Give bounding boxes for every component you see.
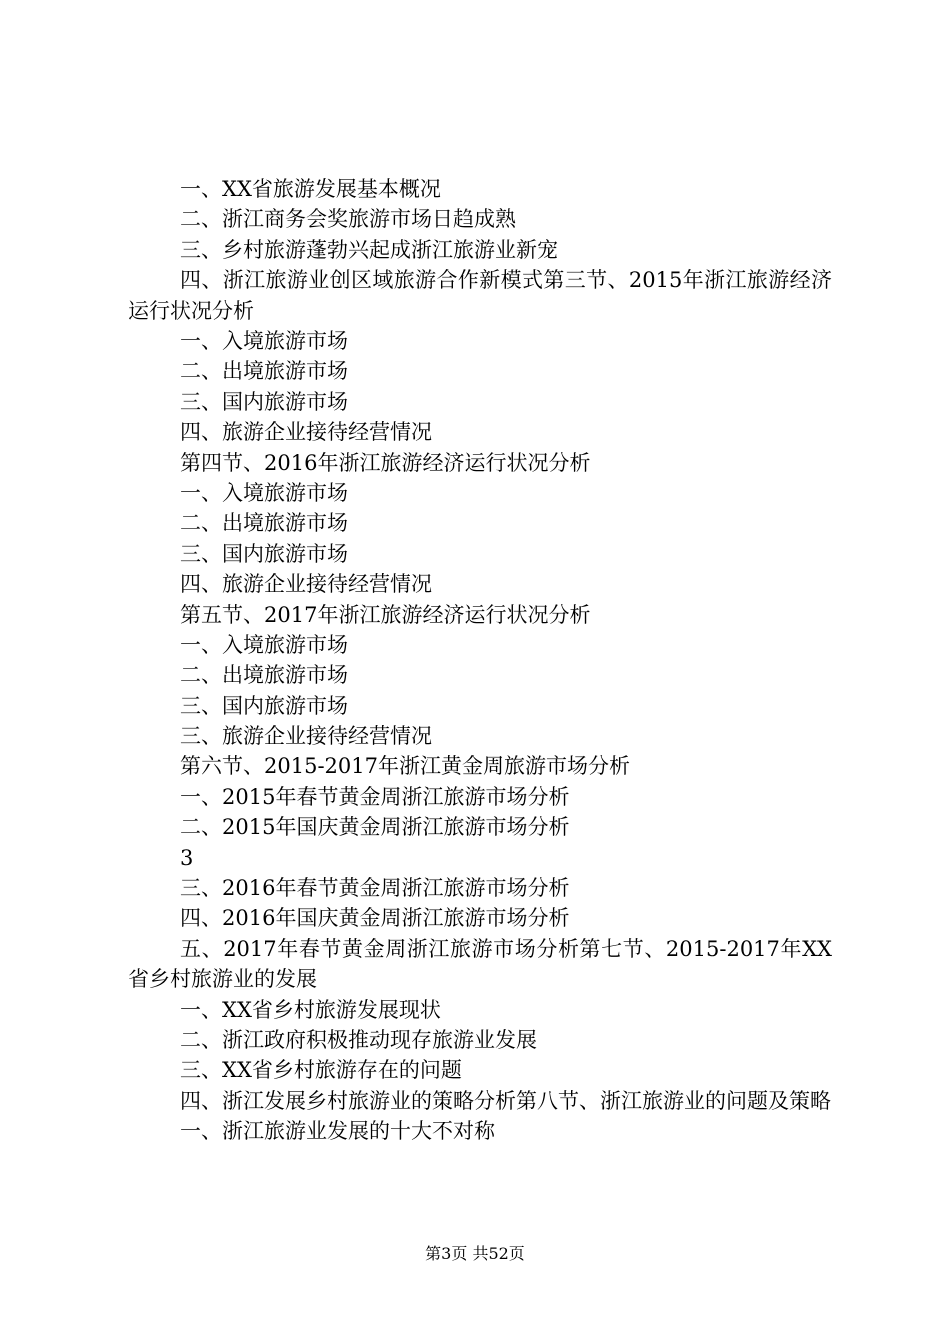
section-heading: 第四节、2016年浙江旅游经济运行状况分析: [180, 450, 591, 475]
text-line: 三、国内旅游市场: [180, 541, 348, 566]
text-line: 二、2015年国庆黄金周浙江旅游市场分析: [180, 815, 570, 840]
text-line: 三、国内旅游市场: [180, 389, 348, 414]
text-paragraph: 五、2017年春节黄金周浙江旅游市场分析第七节、2015-2017年XX省乡村旅游业的发展: [128, 936, 832, 992]
text-line: 一、入境旅游市场: [180, 328, 348, 353]
text-paragraph: 四、浙江发展乡村旅游业的策略分析第八节、浙江旅游业的问题及策略: [180, 1088, 831, 1113]
section-heading: 第六节、2015-2017年浙江黄金周旅游市场分析: [180, 754, 630, 779]
text-line: 二、出境旅游市场: [180, 359, 348, 384]
text-line: 一、入境旅游市场: [180, 480, 348, 505]
text-line: 三、乡村旅游蓬勃兴起成浙江旅游业新宠: [180, 237, 558, 262]
text-line: 三、旅游企业接待经营情况: [180, 724, 432, 749]
text-line: 一、入境旅游市场: [180, 632, 348, 657]
section-heading: 第五节、2017年浙江旅游经济运行状况分析: [180, 602, 591, 627]
text-line: 三、国内旅游市场: [180, 693, 348, 718]
document-body: [128, 174, 832, 1147]
text-line: 二、浙江政府积极推动现存旅游业发展: [180, 1028, 537, 1052]
text-line: 三、XX省乡村旅游存在的问题: [180, 1058, 462, 1083]
page-footer: 第3页 共52页: [425, 1244, 525, 1263]
text-paragraph: 四、浙江旅游业创区域旅游合作新模式第三节、2015年浙江旅游经济运行状况分析: [128, 268, 832, 323]
text-line: 二、出境旅游市场: [180, 511, 348, 536]
text-line: 一、XX省旅游发展基本概况: [180, 177, 441, 201]
text-line: 一、浙江旅游业发展的十大不对称: [180, 1119, 495, 1144]
text-line: 一、XX省乡村旅游发展现状: [180, 997, 441, 1022]
page-number-inline: 3: [180, 845, 194, 870]
text-line: 一、2015年春节黄金周浙江旅游市场分析: [180, 784, 570, 809]
text-line: 四、2016年国庆黄金周浙江旅游市场分析: [180, 906, 570, 931]
text-line: 四、旅游企业接待经营情况: [180, 420, 432, 445]
text-line: 二、浙江商务会奖旅游市场日趋成熟: [180, 207, 516, 232]
text-line: 四、旅游企业接待经营情况: [180, 572, 432, 597]
text-line: 三、2016年春节黄金周浙江旅游市场分析: [180, 876, 570, 901]
text-line: 二、出境旅游市场: [180, 663, 348, 688]
